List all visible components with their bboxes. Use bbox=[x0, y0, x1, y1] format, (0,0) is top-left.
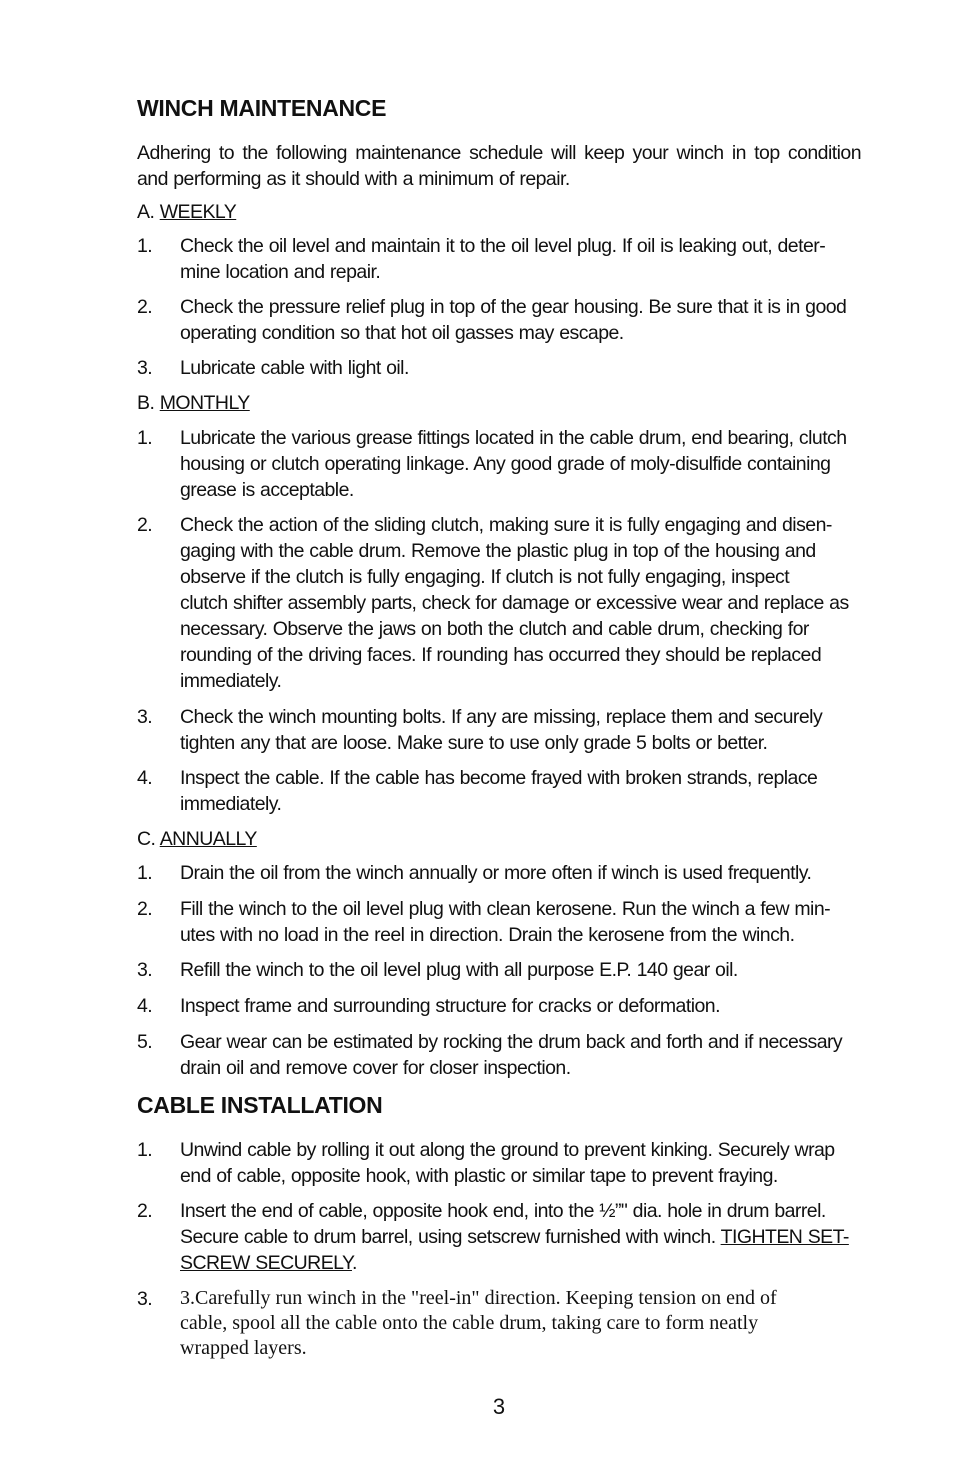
section-prefix: C. bbox=[137, 828, 160, 850]
item-text-line: drain oil and remove cover for closer inspection. bbox=[180, 1057, 571, 1079]
item-text-line: clutch shifter assembly parts, check for damage or excessive wear and replace as bbox=[180, 592, 849, 614]
item-text-line: Lubricate cable with light oil. bbox=[180, 357, 409, 379]
item-number: 4. bbox=[137, 995, 153, 1017]
item-text-line: rounding of the driving faces. If rounding has occurred they should be replaced bbox=[180, 644, 822, 666]
item-text-line: Check the action of the sliding clutch, making sure it is fully engaging and disen- bbox=[180, 514, 832, 536]
item-number: 4. bbox=[137, 767, 153, 789]
section-annually-heading bbox=[137, 826, 257, 852]
item-text-line: tighten any that are loose. Make sure to use only grade 5 bolts or better. bbox=[180, 732, 768, 754]
item-text-line: Inspect the cable. If the cable has become frayed with broken strands, replace bbox=[180, 767, 818, 789]
item-number: 1. bbox=[137, 1139, 153, 1161]
item-text-line: Gear wear can be estimated by rocking the drum back and forth and if necessary bbox=[180, 1031, 843, 1053]
intro-paragraph: Adhering to the following maintenance schedule will keep your winch in top condition and performing as it should with a minimum of repair. bbox=[137, 142, 861, 190]
item-number: 2. bbox=[137, 1200, 153, 1222]
item-text-line: grease is acceptable. bbox=[180, 479, 354, 501]
item-text-line: gaging with the cable drum. Remove the plastic plug in top of the housing and bbox=[180, 540, 816, 562]
page-number: 3 bbox=[492, 1394, 506, 1419]
item-number: 1. bbox=[137, 862, 153, 884]
item-number: 1. bbox=[137, 235, 153, 257]
section-prefix: B. bbox=[137, 392, 160, 414]
item-number: 2. bbox=[137, 898, 153, 920]
item-text-line: Insert the end of cable, opposite hook end, into the ½”" dia. hole in drum barrel. bbox=[180, 1200, 826, 1222]
item-text-segment: . bbox=[351, 1252, 357, 1274]
item-text-line: Inspect frame and surrounding structure for cracks or deformation. bbox=[180, 995, 720, 1017]
item-text-line: 3.Carefully run winch in the "reel-in" direction. Keeping tension on end of bbox=[180, 1287, 777, 1309]
item-number: 3. bbox=[137, 357, 153, 379]
section-monthly-heading bbox=[137, 390, 250, 416]
item-text-line: Lubricate the various grease fittings located in the cable drum, end bearing, clutch bbox=[180, 427, 847, 449]
item-text-line: housing or clutch operating linkage. Any good grade of moly-disulfide containing bbox=[180, 453, 831, 475]
section-label: MONTHLY bbox=[159, 392, 250, 414]
item-text-line: Check the pressure relief plug in top of the gear housing. Be sure that it is in good bbox=[180, 296, 847, 318]
item-text-line: immediately. bbox=[180, 793, 282, 815]
item-text-line bbox=[180, 1250, 860, 1276]
item-text-line: mine location and repair. bbox=[180, 261, 381, 283]
emphasis-text: TIGHTEN SET- bbox=[720, 1226, 849, 1248]
section-label: WEEKLY bbox=[159, 201, 237, 223]
item-text-line: operating condition so that hot oil gasses may escape. bbox=[180, 322, 624, 344]
item-number: 2. bbox=[137, 514, 153, 536]
item-number: 2. bbox=[137, 296, 153, 318]
item-text-line: Drain the oil from the winch annually or more often if winch is used frequently. bbox=[180, 862, 812, 884]
item-number: 5. bbox=[137, 1031, 153, 1053]
item-text-line: observe if the clutch is fully engaging. If clutch is not fully engaging, inspect bbox=[180, 566, 790, 588]
section-label: ANNUALLY bbox=[159, 828, 257, 850]
item-text-line: Unwind cable by rolling it out along the ground to prevent kinking. Securely wrap bbox=[180, 1139, 835, 1161]
item-text-line: immediately. bbox=[180, 670, 282, 692]
item-text-line: Fill the winch to the oil level plug with clean kerosene. Run the winch a few min- bbox=[180, 898, 831, 920]
section-prefix: A. bbox=[137, 201, 160, 223]
item-text-line: Check the winch mounting bolts. If any are missing, replace them and securely bbox=[180, 706, 823, 728]
item-text-line: Refill the winch to the oil level plug with all purpose E.P. 140 gear oil. bbox=[180, 959, 738, 981]
item-number: 3. bbox=[137, 1288, 153, 1310]
item-text-line: utes with no load in the reel in direction. Drain the kerosene from the winch. bbox=[180, 924, 795, 946]
item-number: 1. bbox=[137, 427, 153, 449]
item-text-line: Check the oil level and maintain it to the oil level plug. If oil is leaking out, deter- bbox=[180, 235, 826, 257]
item-text-line: cable, spool all the cable onto the cable drum, taking care to form neatly bbox=[180, 1312, 759, 1334]
heading-winch-maintenance: WINCH MAINTENANCE bbox=[137, 95, 387, 121]
heading-cable-installation: CABLE INSTALLATION bbox=[137, 1092, 383, 1118]
item-text-line: necessary. Observe the jaws on both the clutch and cable drum, checking for bbox=[180, 618, 809, 640]
item-number: 3. bbox=[137, 959, 153, 981]
item-text-line: end of cable, opposite hook, with plastic or similar tape to prevent fraying. bbox=[180, 1165, 778, 1187]
emphasis-text: SCREW SECURELY bbox=[180, 1252, 352, 1274]
item-text-line bbox=[180, 1224, 860, 1250]
section-weekly-heading bbox=[137, 199, 236, 225]
item-text-line: wrapped layers. bbox=[180, 1337, 307, 1359]
item-text-segment: Secure cable to drum barrel, using setscrew furnished with winch. bbox=[180, 1226, 721, 1248]
item-number: 3. bbox=[137, 706, 153, 728]
